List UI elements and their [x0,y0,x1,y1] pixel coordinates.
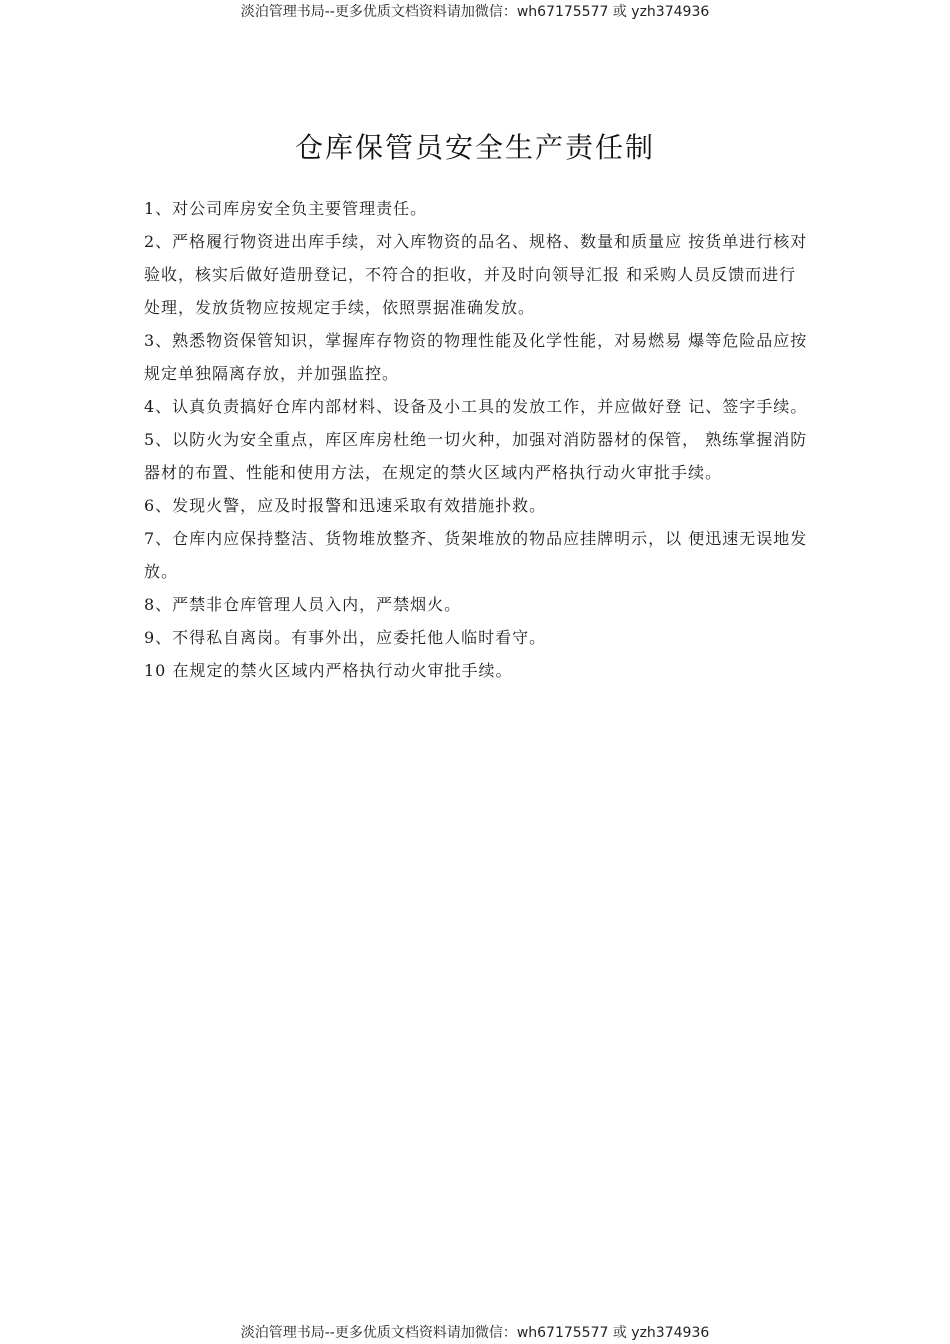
clause-3: 3、熟悉物资保管知识，掌握库存物资的物理性能及化学性能，对易燃易 爆等危险品应按规定单独隔离存放，并加强监控。 [144,331,808,383]
page-header-note: 淡泊管理书局--更多优质文档资料请加微信：wh67175577 或 yzh374936 [240,4,710,20]
clause-10: 10 在规定的禁火区域内严格执行动火审批手续。 [144,661,513,680]
clause-5: 5、以防火为安全重点，库区库房杜绝一切火种，加强对消防器材的保管， 熟练掌握消防器材的布置、性能和使用方法，在规定的禁火区域内严格执行动火审批手续。 [144,430,808,482]
clause-7: 7、仓库内应保持整洁、货物堆放整齐、货架堆放的物品应挂牌明示，以 便迅速无误地发放。 [144,529,808,581]
document-body [144,192,810,687]
clause-2: 2、严格履行物资进出库手续，对入库物资的品名、规格、数量和质量应 按货单进行核对验收，核实后做好造册登记，不符合的拒收，并及时向领导汇报 和采购人员反馈而进行处理，发放货物应按规定手续，依照票据准确发放。 [144,232,808,317]
clause-9: 9、不得私自离岗。有事外出，应委托他人临时看守。 [144,628,547,647]
clause-1: 1、对公司库房安全负主要管理责任。 [144,199,428,218]
page-footer-note: 淡泊管理书局--更多优质文档资料请加微信：wh67175577 或 yzh374936 [240,1325,710,1341]
clause-6: 6、发现火警，应及时报警和迅速采取有效措施扑救。 [144,496,547,515]
document-title: 仓库保管员安全生产责任制 [294,131,655,164]
clause-4: 4、认真负责搞好仓库内部材料、设备及小工具的发放工作，并应做好登 记、签字手续。 [144,397,808,416]
clause-8: 8、严禁非仓库管理人员入内，严禁烟火。 [144,595,462,614]
